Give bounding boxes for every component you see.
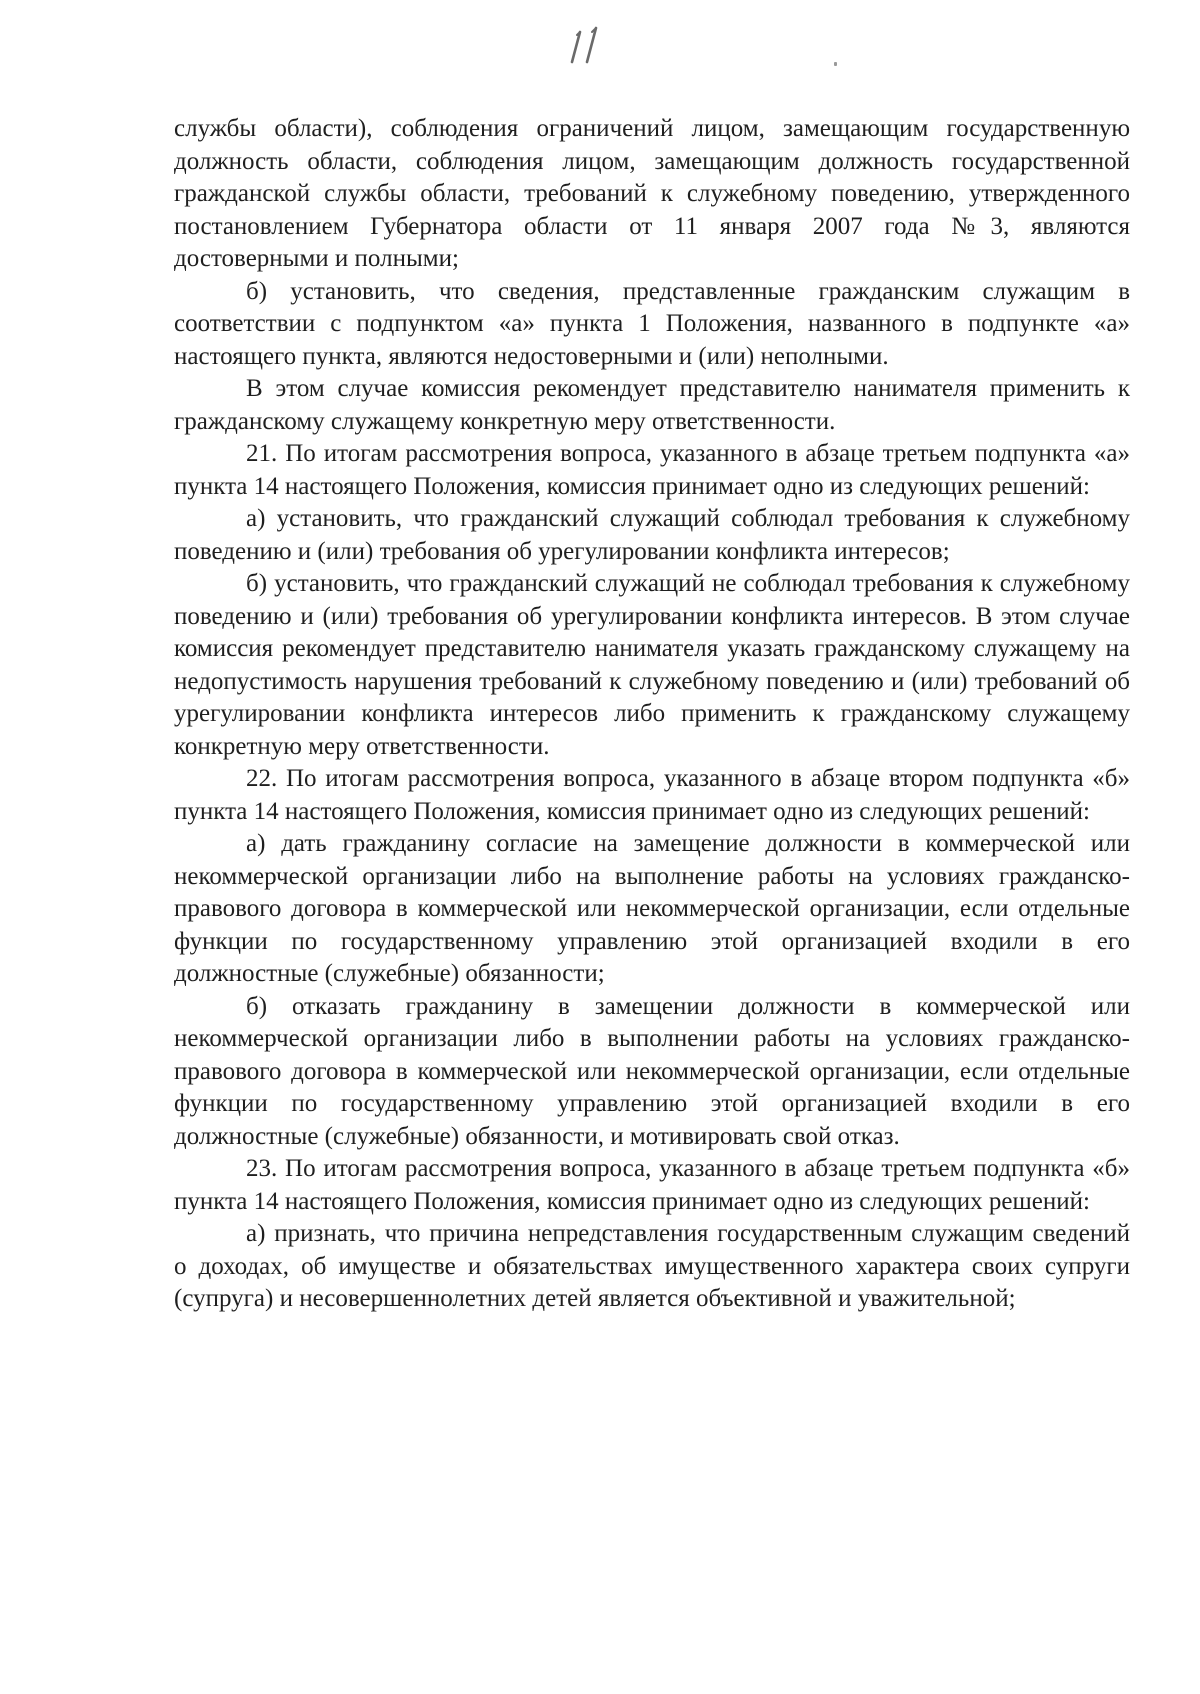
paragraph-22a: а) дать гражданину согласие на замещение должности в коммерческой или некоммерческой организации либо на выполнение работы на условиях гражданско-правового договора в коммерческой или некоммерческой организации, если отдельные функции по государственному управлению этой организацией входили в его должностные (служебные) обязанности; (174, 830, 1130, 987)
paragraph-23a: а) признать, что причина непредставления государственным служащим сведений о доходах, об имуществе и обязательствах имущественного характера своих супруги (супруга) и несовершеннолетних детей является объективной и уважительной; (174, 1220, 1130, 1312)
paragraph-22: 22. По итогам рассмотрения вопроса, указанного в абзаце втором подпункта «б» пункта 14 настоящего Положения, комиссия принимает одно из следующих решений: (174, 765, 1130, 825)
handwritten-page-number (560, 18, 620, 78)
paragraph-21b: б) установить, что гражданский служащий не соблюдал требования к служебному поведению и (или) требования об урегулировании конфликта интересов. В этом случае комиссия рекомендует представителю нанимателя указать гражданскому служащему на недопустимость нарушения требований к служебному поведению и (или) требований об урегулировании конфликта интересов либо применить к гражданскому служащему конкретную меру ответственности. (174, 570, 1130, 760)
paragraph-20b: б) установить, что сведения, представленные гражданским служащим в соответствии с подпунктом «а» пункта 1 Положения, названного в подпункте «а» настоящего пункта, являются недостоверными и (или) неполными. (174, 277, 1130, 370)
paragraph-22b: б) отказать гражданину в замещении должности в коммерческой или некоммерческой организации либо в выполнении работы на условиях гражданско-правового договора в коммерческой или некоммерческой организации, если отдельные функции по государственному управлению этой организацией входили в его должностные (служебные) обязанности, и мотивировать свой отказ. (174, 992, 1130, 1150)
paragraph-20-note: В этом случае комиссия рекомендует представителю нанимателя применить к гражданскому служащему конкретную меру ответственности. (174, 375, 1130, 435)
document-body (174, 113, 1130, 1316)
paragraph-23: 23. По итогам рассмотрения вопроса, указанного в абзаце третьем подпункта «б» пункта 14 настоящего Положения, комиссия принимает одно из следующих решений: (174, 1155, 1130, 1215)
paragraph-21a: а) установить, что гражданский служащий соблюдал требования к служебному поведению и (или) требования об урегулировании конфликта интересов; (174, 505, 1130, 565)
paragraph-21: 21. По итогам рассмотрения вопроса, указанного в абзаце третьем подпункта «а» пункта 14 настоящего Положения, комиссия принимает одно из следующих решений: (174, 440, 1130, 500)
paragraph-continuation: службы области), соблюдения ограничений лицом, замещающим государственную должность области, соблюдения лицом, замещающим должность государственной гражданской службы области, требований к служебному поведению, утвержденного постановлением Губернатора области от 11 января 2007 года №3, являются достоверными и полными; (174, 115, 1130, 272)
scan-mark (834, 62, 837, 66)
handwritten-number-graphic (560, 18, 620, 78)
